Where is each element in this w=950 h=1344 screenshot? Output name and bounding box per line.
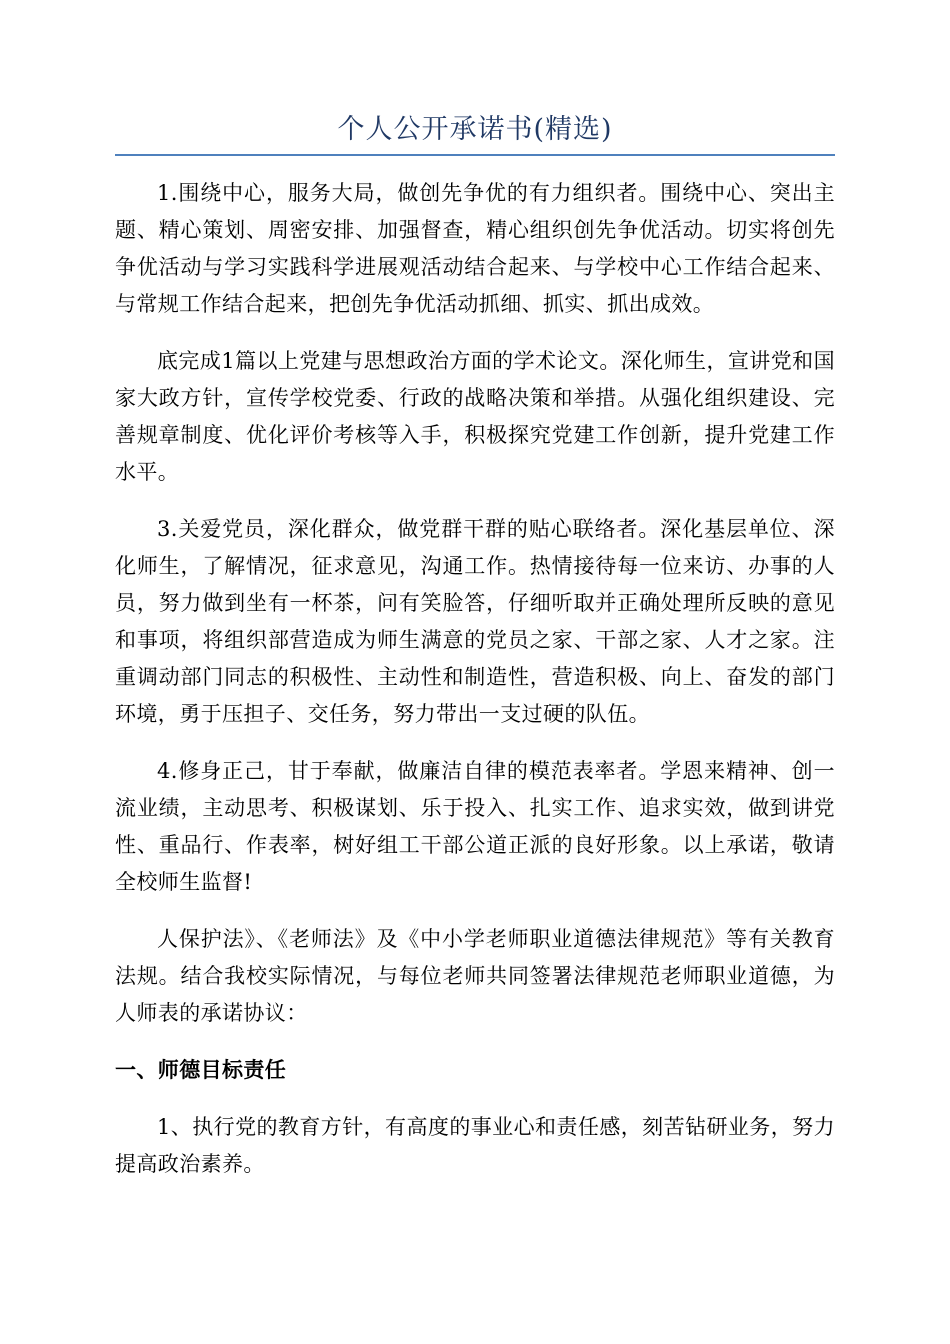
paragraph-3: 3.关爱党员，深化群众，做党群干群的贴心联络者。深化基层单位、深化师生，了解情况，征求意见，沟通工作。热情接待每一位来访、办事的人员，努力做到坐有一杯茶，问有笑脸答，仔细听取并正确处理所反映的意见和事项，将组织部营造成为师生满意的党员之家、干部之家、人才之家。注重调动部门同志的积极性、主动性和制造性，营造积极、向上、奋发的部门环境，勇于压担子、交任务，努力带出一支过硬的队伍。 bbox=[115, 517, 835, 726]
document-body bbox=[115, 175, 835, 1203]
page-title: 个人公开承诺书(精选) bbox=[337, 114, 613, 145]
paragraph-4: 4.修身正己，甘于奉献，做廉洁自律的模范表率者。学恩来精神、创一流业绩，主动思考、积极谋划、乐于投入、扎实工作、追求实效，做到讲党性、重品行、作表率，树好组工干部公道正派的良好形象。以上承诺，敬请全校师生监督! bbox=[115, 759, 835, 894]
paragraph-1: 1.围绕中心，服务大局，做创先争优的有力组织者。围绕中心、突出主题、精心策划、周密安排、加强督查，精心组织创先争优活动。切实将创先争优活动与学习实践科学进展观活动结合起来、与学校中心工作结合起来、与常规工作结合起来，把创先争优活动抓细、抓实、抓出成效。 bbox=[115, 181, 835, 316]
title-block bbox=[115, 110, 835, 156]
section-heading: 一、师德目标责任 bbox=[115, 1058, 287, 1082]
paragraph-2: 底完成1篇以上党建与思想政治方面的学术论文。深化师生，宣讲党和国家大政方针，宣传学校党委、行政的战略决策和举措。从强化组织建设、完善规章制度、优化评价考核等入手，积极探究党建工作创新，提升党建工作水平。 bbox=[115, 349, 835, 484]
paragraph-6: 1、执行党的教育方针，有高度的事业心和责任感，刻苦钻研业务，努力提高政治素养。 bbox=[115, 1115, 835, 1176]
paragraph-5: 人保护法》、《老师法》及《中小学老师职业道德法律规范》等有关教育法规。结合我校实际情况，与每位老师共同签署法律规范老师职业道德，为人师表的承诺协议： bbox=[115, 927, 835, 1025]
